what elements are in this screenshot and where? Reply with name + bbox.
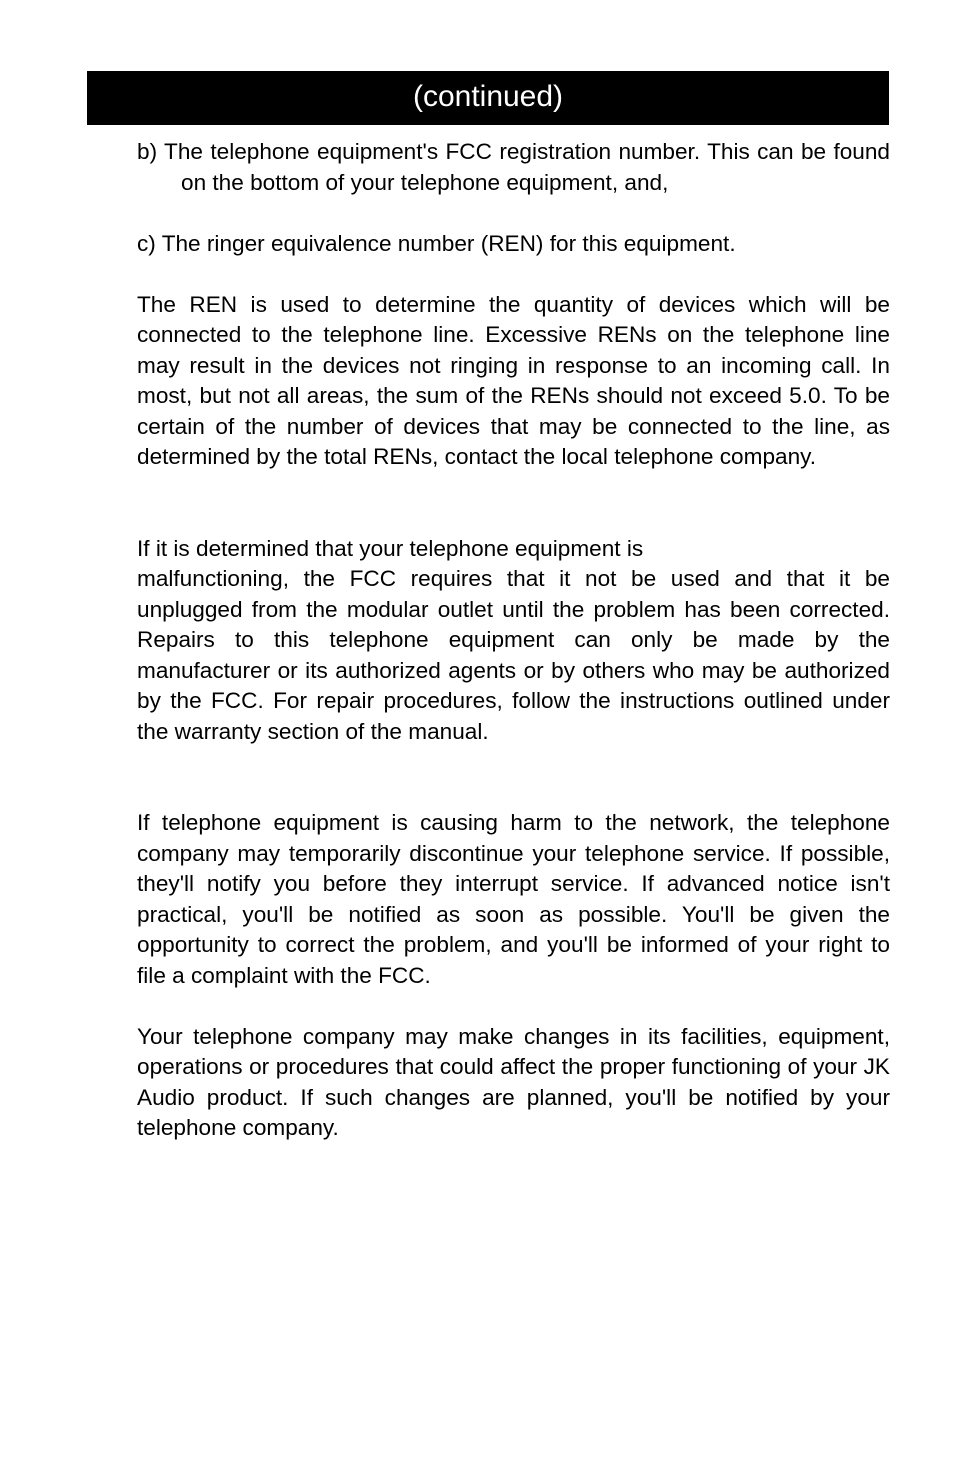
paragraph-malfunction (137, 534, 890, 748)
list-item-b: b) The telephone equipment's FCC registration number. This can be found on the bottom of your telephone equipment, and, (137, 139, 890, 195)
continued-header-bar (87, 71, 889, 125)
paragraph-network-harm: If telephone equipment is causing harm to the network, the telephone company may temporarily discontinue your telephone service. If possible, they'll notify you before they interrupt service. If advanced notice isn't practical, you'll be notified as soon as possible. You'll be given the opportunity to correct the problem, and you'll be informed of your right to file a complaint with the FCC. (137, 810, 890, 988)
document-body (137, 137, 890, 1144)
list-item-c: c) The ringer equivalence number (REN) for this equipment. (137, 230, 736, 256)
header-title: (continued) (412, 80, 564, 113)
paragraph-ren: The REN is used to determine the quantity of devices which will be connected to the telephone line. Excessive RENs on the telephone line may result in the devices not ringing in response to an incoming call. In most, but not all areas, the sum of the RENs should not exceed 5.0. To be certain of the number of devices that may be connected to the line, as determined by the total RENs, contact the local telephone company. (137, 291, 890, 469)
paragraph-malfunction-body: malfunctioning, the FCC requires that it not be used and that it be unplugged from the modular outlet until the problem has been corrected. Repairs to this telephone equipment can only be made by the manufacturer or its authorized agents or by others who may be authorized by the FCC. For repair procedures, follow the instructions outlined under the warranty section of the manual. (137, 566, 890, 744)
paragraph-malfunction-first-line: If it is determined that your telephone equipment is (137, 535, 644, 561)
paragraph-facility-changes: Your telephone company may make changes in its facilities, equipment, operations or procedures that could affect the proper functioning of your JK Audio product. If such changes are planned, you'll be notified by your telephone company. (137, 1023, 890, 1140)
